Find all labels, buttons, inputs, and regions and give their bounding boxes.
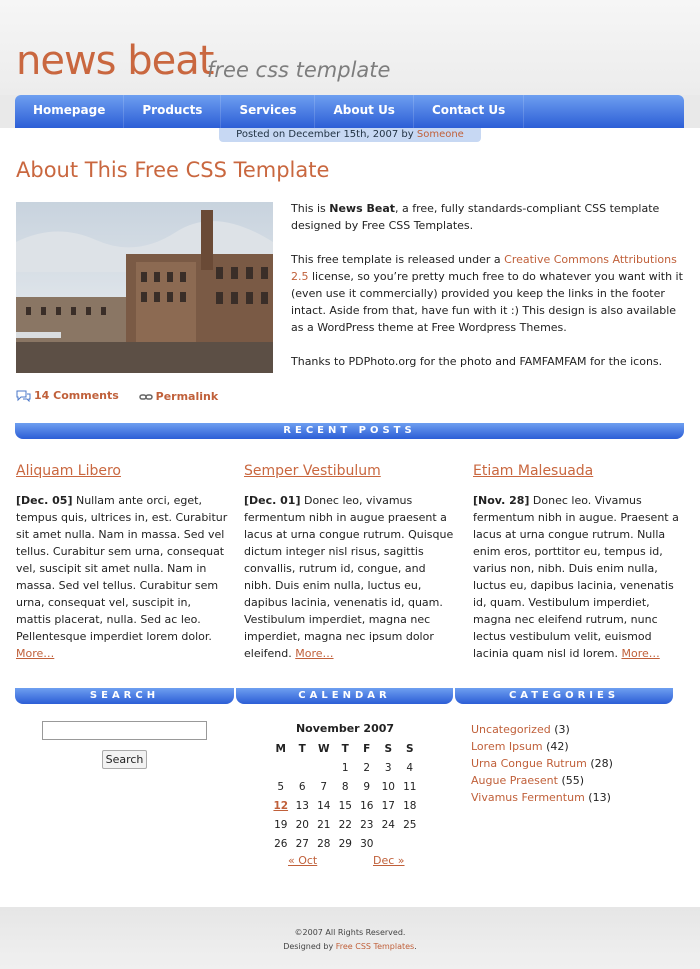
weekday-label: S xyxy=(405,742,414,755)
search-heading: SEARCH xyxy=(15,688,234,704)
calendar-next-link[interactable]: Dec » xyxy=(373,854,405,867)
post-text-run: license, so you’re pretty much free to do whatever you want with it (even use it commercially) provided you keep the links in the footer intact. Aside from that, have fun with it :) This design is also available as a WordPress theme at Free Wordpress Themes. xyxy=(291,270,683,334)
footer-copyright: ©2007 All Rights Reserved. xyxy=(294,928,406,937)
more-link[interactable]: More… xyxy=(621,647,660,660)
category-item xyxy=(471,721,613,738)
category-count: (28) xyxy=(586,757,613,770)
post-title: About This Free CSS Template xyxy=(16,158,330,182)
calendar-day: 30 xyxy=(360,837,374,850)
calendar-day: 3 xyxy=(384,761,392,774)
posted-date: Posted on December 15th, 2007 by xyxy=(236,129,417,140)
calendar-day: 25 xyxy=(403,818,417,831)
category-count: (13) xyxy=(584,791,611,804)
comments-link[interactable] xyxy=(16,389,119,402)
calendar-day: 22 xyxy=(338,818,352,831)
footer-credit-end: . xyxy=(414,942,417,951)
calendar-day: 11 xyxy=(403,780,417,793)
weekday-label: S xyxy=(384,742,393,755)
calendar-day: 2 xyxy=(363,761,371,774)
calendar-day-today[interactable]: 12 xyxy=(273,799,289,812)
menu-item-services[interactable]: Services xyxy=(221,95,315,128)
calendar-day: 24 xyxy=(381,818,395,831)
calendar-day xyxy=(270,758,292,777)
main-menu xyxy=(15,95,684,128)
permalink-link[interactable] xyxy=(139,390,219,403)
categories-list xyxy=(471,721,613,806)
calendar-day: 9 xyxy=(363,780,371,793)
post-text-run: , a free, fully standards-compliant CSS template designed by Free CSS Templates. xyxy=(291,202,660,232)
menu-item-about-us[interactable]: About Us xyxy=(315,95,413,128)
calendar-day: 10 xyxy=(381,780,395,793)
category-item xyxy=(471,738,613,755)
license-link[interactable]: Creative Commons Attributions 2.5 xyxy=(291,253,677,283)
calendar-caption: November 2007 xyxy=(295,722,395,735)
calendar-day: 26 xyxy=(274,837,288,850)
category-count: (3) xyxy=(550,723,570,736)
search-button[interactable]: Search xyxy=(102,750,147,769)
calendar-week xyxy=(270,834,421,853)
recent-post-excerpt xyxy=(16,492,228,662)
recent-posts-heading: RECENT POSTS xyxy=(15,423,684,439)
calendar-prev-link[interactable]: « Oct xyxy=(288,854,318,867)
category-count: (42) xyxy=(542,740,569,753)
calendar-day: 4 xyxy=(406,761,414,774)
footer-credit-text: Designed by xyxy=(283,942,336,951)
calendar-heading: CALENDAR xyxy=(236,688,453,704)
calendar-day: 16 xyxy=(360,799,374,812)
menu-item-products[interactable]: Products xyxy=(124,95,221,128)
calendar-week xyxy=(270,815,421,834)
recent-post-text: Nullam ante orci, eget, tempus quis, ultrices in, est. Curabitur sit amet nulla. Nam in massa. Sed vel tellus. Curabitur sem urna, consequat vel, suscipit sit amet nulla. Nam in massa. Sed vel tellus. Curabitur sem urna, consequat vel, suscipit in, mattis placerat, nulla. Sed ac leo. Pellentesque imperdiet lorem dolor. xyxy=(16,494,228,643)
site-tagline: free css template xyxy=(207,58,391,82)
calendar-day: 21 xyxy=(317,818,331,831)
comments-label: 14 Comments xyxy=(34,389,119,402)
post-text-bold: News Beat xyxy=(329,202,395,215)
calendar-day xyxy=(313,758,335,777)
menu-item-homepage[interactable]: Homepage xyxy=(15,95,124,128)
category-link[interactable]: Vivamus Fermentum xyxy=(471,791,585,804)
calendar-day: 15 xyxy=(338,799,352,812)
post-paragraph: Thanks to PDPhoto.org for the photo and FAMFAMFAM for the icons. xyxy=(291,355,663,368)
post-body xyxy=(291,200,686,387)
post-meta xyxy=(16,389,218,405)
recent-post-date: [Dec. 01] xyxy=(244,494,301,507)
category-link[interactable]: Augue Praesent xyxy=(471,774,558,787)
menu-item-contact-us[interactable]: Contact Us xyxy=(414,95,524,128)
weekday-label: W xyxy=(317,742,330,755)
search-input[interactable] xyxy=(42,721,207,740)
categories-heading: CATEGORIES xyxy=(455,688,673,704)
post-photo xyxy=(16,202,273,373)
calendar-day xyxy=(292,758,314,777)
calendar-day: 28 xyxy=(317,837,331,850)
calendar-day: 18 xyxy=(403,799,417,812)
calendar-day xyxy=(378,834,400,853)
recent-post-3 xyxy=(473,463,685,662)
recent-post-title[interactable]: Aliquam Libero xyxy=(16,463,121,479)
calendar-day: 8 xyxy=(341,780,349,793)
calendar-day: 6 xyxy=(298,780,306,793)
post-paragraph xyxy=(291,251,686,336)
category-item xyxy=(471,789,613,806)
post-text-run: This free template is released under a xyxy=(291,253,505,266)
weekday-label: T xyxy=(298,742,306,755)
footer-credits xyxy=(0,940,700,954)
weekday-label: T xyxy=(341,742,349,755)
category-count: (55) xyxy=(557,774,585,787)
calendar-day: 13 xyxy=(295,799,309,812)
calendar-day: 1 xyxy=(341,761,349,774)
calendar-week xyxy=(270,796,421,815)
category-link[interactable]: Uncategorized xyxy=(471,723,551,736)
calendar-day: 19 xyxy=(274,818,288,831)
weekday-label: M xyxy=(275,742,286,755)
calendar-header-row xyxy=(270,739,421,758)
weekday-label: F xyxy=(363,742,371,755)
posted-info xyxy=(219,128,481,142)
recent-post-1 xyxy=(16,463,228,662)
comment-icon xyxy=(16,390,31,402)
category-item xyxy=(471,772,613,789)
calendar-day: 14 xyxy=(317,799,331,812)
recent-post-title[interactable]: Semper Vestibulum xyxy=(244,463,381,479)
more-link[interactable]: More… xyxy=(16,647,55,660)
post-text-run: This is xyxy=(291,202,330,215)
recent-post-excerpt xyxy=(244,492,456,662)
post-author[interactable]: Someone xyxy=(416,129,464,140)
footer xyxy=(0,907,700,969)
permalink-label: Permalink xyxy=(155,390,219,403)
post-paragraph xyxy=(291,200,686,234)
recent-post-text: Donec leo. Vivamus fermentum nibh in augue. Praesent a lacus at urna congue rutrum. Nulla enim eros, porttitor eu, tempus id, varius non, nibh. Duis enim nulla, luctus eu, dapibus lacinia, venenatis id, quam. Vestibulum imperdiet, magna nec eleifend rutrum, nunc lectus vestibulum velit, euismod lacinia quam nisl id lorem. xyxy=(473,494,679,660)
designer-link[interactable]: Free CSS Templates xyxy=(335,942,415,951)
header xyxy=(0,0,700,95)
category-link[interactable]: Urna Congue Rutrum xyxy=(471,757,587,770)
recent-post-date: [Nov. 28] xyxy=(473,494,530,507)
recent-post-excerpt xyxy=(473,492,685,662)
calendar-day: 5 xyxy=(277,780,285,793)
recent-post-date: [Dec. 05] xyxy=(16,494,73,507)
calendar-day: 20 xyxy=(295,818,309,831)
category-link[interactable]: Lorem Ipsum xyxy=(471,740,543,753)
calendar-day: 27 xyxy=(295,837,309,850)
category-item xyxy=(471,755,613,772)
recent-post-title[interactable]: Etiam Malesuada xyxy=(473,463,594,479)
recent-post-2 xyxy=(244,463,456,662)
calendar-week xyxy=(270,758,421,777)
recent-post-text: Donec leo, vivamus fermentum nibh in augue praesent a lacus at urna congue rutrum. Quisque dictum integer nisl risus, sagittis convallis, rutrum id, congue, and nibh. Duis enim nulla, luctus eu, dapibus lacinia, venenatis id, quam. Vestibulum imperdiet, magna nec imperdiet, magna nec ipsum dolor eleifend. xyxy=(244,494,454,660)
calendar-week xyxy=(270,777,421,796)
calendar-day: 17 xyxy=(381,799,395,812)
more-link[interactable]: More… xyxy=(295,647,334,660)
site-logo[interactable]: news beat xyxy=(16,38,214,84)
calendar-day: 23 xyxy=(360,818,374,831)
calendar-day xyxy=(399,834,421,853)
link-icon xyxy=(139,392,153,402)
calendar-table xyxy=(270,739,421,853)
calendar-day: 29 xyxy=(338,837,352,850)
calendar-day: 7 xyxy=(320,780,328,793)
